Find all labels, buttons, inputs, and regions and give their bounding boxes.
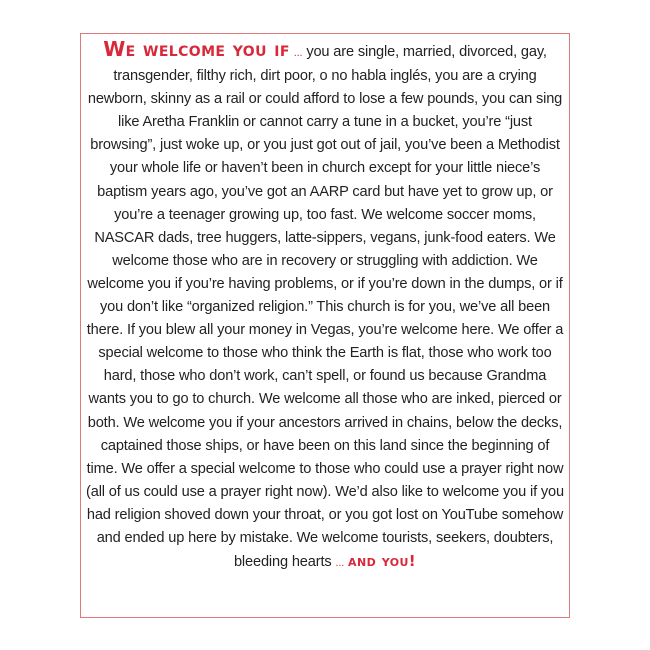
lead-ellipsis: ... — [293, 47, 303, 59]
closing-phrase: and you! — [348, 552, 417, 571]
welcome-body-text: you are single, married, divorced, gay, transgender, filthy rich, dirt poor, o no habla inglés, you are a crying newborn, skinny as a rail or could afford to lose a few pounds, you can sing like Aretha Franklin or cannot carry a tune in a bucket, you’re “just browsing”, just woke up, or you just got out of jail, you’ve been a Methodist your whole life or haven’t been in church except for your little niece’s baptism years ago, you’ve got an AARP card but have yet to grow up, or you’re a teenager growing up, too fast. We welcome soccer moms, NASCAR dads, tree huggers, latte-sippers, vegans, junk-food eaters. We welcome those who are in recovery or struggling with addiction. We welcome you if you’re having problems, or if you’re down in the dumps, or if you don’t like “organized religion.” This church is for you, we’ve all been there. If you blew all your money in Vegas, you’re welcome here. We offer a special welcome to those who think the Earth is flat, those who work too hard, those who don’t work, can’t spell, or found us because Grandma wants you to go to church. We welcome all those who are inked, pierced or both. We welcome you if your ancestors arrived in chains, below the decks, captained those ships, or have been on this land since the beginning of time. We offer a special welcome to those who could use a prayer right now (all of us could use a prayer right now). We’d also like to welcome you if you had religion shoved down your throat, or you got lost on YouTube somehow and ended up here by mistake. We welcome tourists, seekers, doubters, bleeding hearts — [86, 44, 564, 571]
lead-heading: We welcome you if — [103, 37, 290, 61]
welcome-statement — [86, 38, 564, 575]
tail-ellipsis: ... — [335, 557, 345, 570]
